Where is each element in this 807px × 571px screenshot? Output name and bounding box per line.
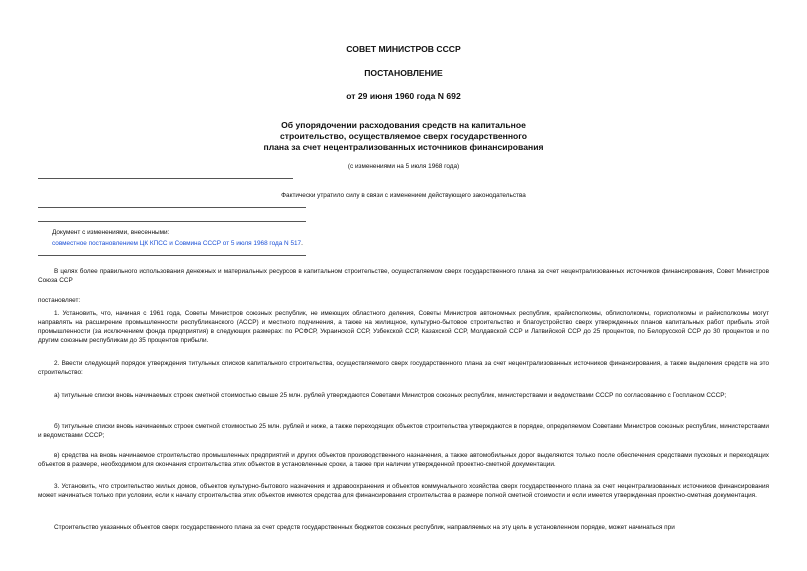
status-note: Фактически утратило силу в связи с изменением действующего законодательства — [281, 192, 526, 199]
clause-2b-paragraph: б) титульные списки вновь начинаемых строек сметной стоимостью 25 млн. рублей и ниже, а также переходящих объектов строительства утверждаются в порядке, определяемом Советами Министров союзных республик, министерствами и ведомствами СССР; — [38, 423, 769, 439]
document-type: ПОСТАНОВЛЕНИЕ — [364, 68, 443, 78]
clause-1-paragraph: 1. Установить, что, начиная с 1961 года, Советы Министров союзных республик, не имеющих областного деления, Советы Министров автономных республик, крайисполкомы, облисполкомы, горисполкомы и райисполкомы могут направлять на расширение промышленности республиканского (АССР) и местного подчинения, а также на жилищное, культурно-бытовое строительство и благоустройство сверх утвержденных планов капитальных работ прибыль этой промышленности (за исключением фонда предприятия) в следующих размерах: по РСФСР, Украинской ССР, Узбекской ССР, Казахской ССР, Молдавской ССР и Латвийской ССР до 25 процентов, по Белорусской ССР до 30 процентов и по другим союзным республикам до 35 процентов прибыли. — [38, 310, 769, 344]
issuing-body: СОВЕТ МИНИСТРОВ СССР — [346, 44, 461, 54]
document-date-number: от 29 июня 1960 года N 692 — [346, 91, 461, 101]
resolution-keyword: постановляет: — [38, 297, 81, 304]
divider — [38, 221, 306, 222]
divider — [38, 178, 293, 179]
clause-2c-paragraph: в) средства на вновь начинаемое строительство промышленных предприятий и других объектов производственного назначения, а также автомобильных дорог выделяются только после обеспечения средствами пусковых и переходящих объектов в размере, необходимом для окончания строительства этих объектов в установленные сроки, а также при наличии утвержденной проектно-сметной документации. — [38, 452, 769, 468]
changes-reference — [52, 240, 303, 248]
amendments-note: (с изменениями на 5 июля 1968 года) — [347, 163, 460, 170]
clause-2-paragraph: 2. Ввести следующий порядок утверждения титульных списков капитального строительства, осуществляемого сверх государственного плана за счет нецентрализованных источников финансирования, а также выделения средств на это строительство: — [38, 360, 769, 376]
changes-label: Документ с изменениями, внесенными: — [52, 229, 170, 236]
amendment-link[interactable]: совместное постановлением ЦК КПСС и Совмина СССР от 5 июля 1968 года N 517 — [52, 240, 302, 247]
divider — [38, 255, 306, 256]
document-title-line-3: плана за счет нецентрализованных источников финансирования — [263, 142, 544, 152]
clause-3-paragraph: 3. Установить, что строительство жилых домов, объектов культурно-бытового назначения и здравоохранения и объектов коммунального хозяйства сверх государственного плана за счет нецентрализованных источников финансирования может начинаться только при условии, если к началу строительства этих объектов имеются средства для финансирования строительства в размере полной сметной стоимости и если имеется утвержденная проектно-сметная документация. — [38, 483, 769, 499]
document-title-line-2: строительство, осуществляемое сверх государственного — [280, 131, 527, 141]
clause-2a-paragraph: а) титульные списки вновь начинаемых строек сметной стоимостью свыше 25 млн. рублей утверждаются Советами Министров союзных республик, министерствами и ведомствами СССР по согласованию с Госпланом СССР; — [54, 392, 727, 399]
document-title-line-1: Об упорядочении расходования средств на капитальное — [281, 120, 526, 130]
amendment-link-suffix: . — [301, 240, 303, 247]
preamble-paragraph: В целях более правильного использования денежных и материальных ресурсов в капитальном строительстве, осуществляемом сверх государственного плана за счет нецентрализованных источников финансирования, Совет Министров Союза ССР — [38, 268, 769, 284]
clause-3-continuation-paragraph: Строительство указанных объектов сверх государственного плана за счет средств государственных бюджетов союзных республик, направляемых на эту цель в установленном порядке, может начинаться при — [54, 524, 675, 531]
divider — [38, 207, 306, 208]
